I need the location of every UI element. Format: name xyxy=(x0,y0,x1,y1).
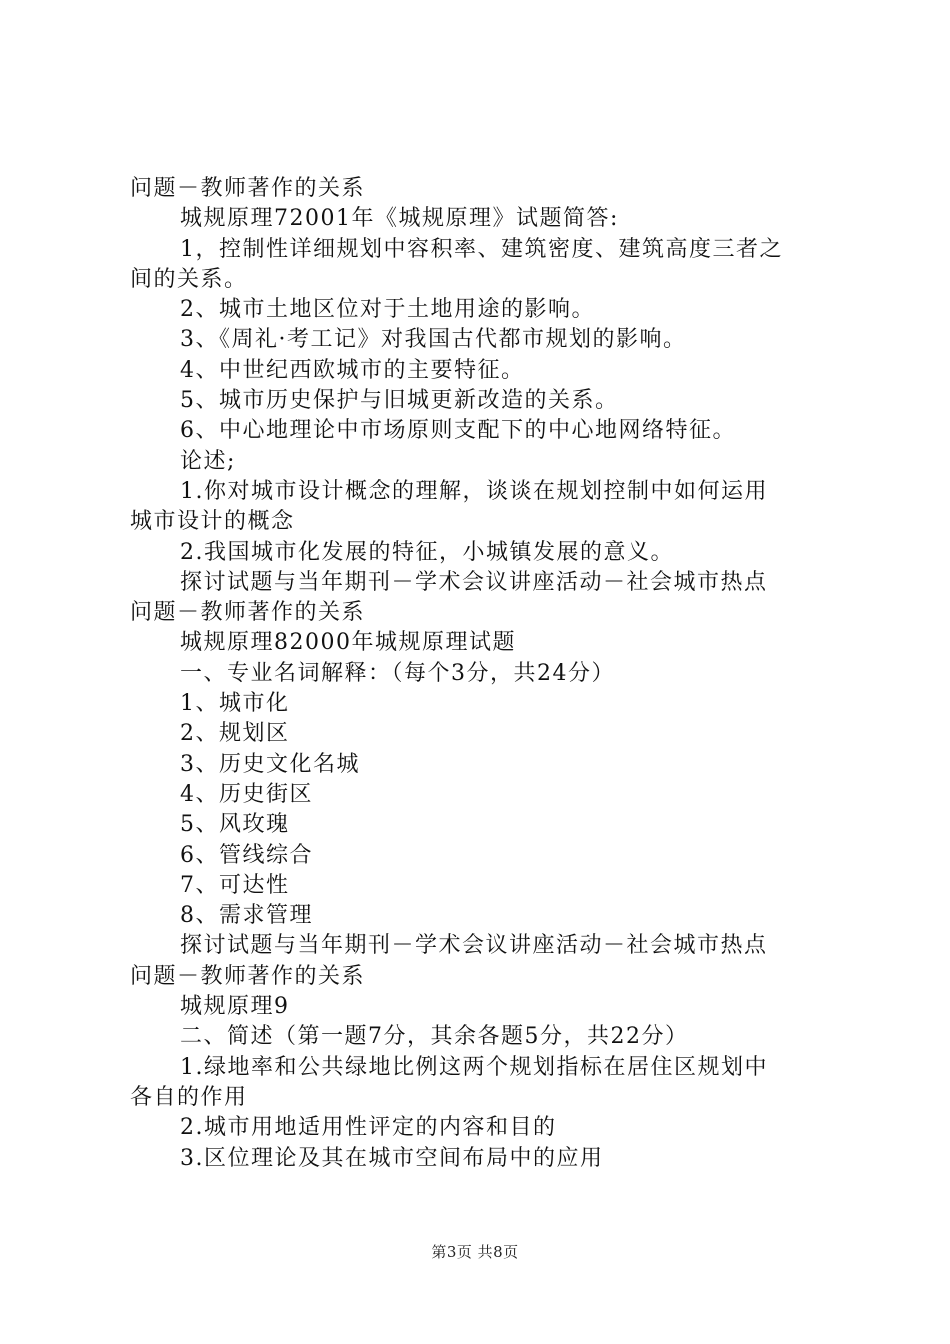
text-line: 问题－教师著作的关系 xyxy=(130,176,366,201)
text-line: 一、专业名词解释：（每个3分，共24分） xyxy=(180,660,615,686)
text-line: 1.你对城市设计概念的理解，谈谈在规划控制中如何运用 xyxy=(180,478,768,504)
document-body xyxy=(130,174,830,1174)
text-line: 1，控制性详细规划中容积率、建筑密度、建筑高度三者之 xyxy=(180,236,783,262)
page-footer xyxy=(0,1241,950,1262)
text-line: 5、风玫瑰 xyxy=(180,812,290,838)
text-line: 问题－教师著作的关系 xyxy=(130,963,366,989)
text-line: 1、城市化 xyxy=(180,691,290,717)
text-line: 8、需求管理 xyxy=(180,903,313,929)
text-line: 二、简述（第一题7分，其余各题5分，共22分） xyxy=(180,1024,689,1050)
text-line: 2、城市土地区位对于土地用途的影响。 xyxy=(180,297,595,323)
text-line: 6、中心地理论中市场原则支配下的中心地网络特征。 xyxy=(180,418,736,444)
text-line: 6、管线综合 xyxy=(180,842,313,868)
text-line: 城规原理72001年《城规原理》试题简答: xyxy=(180,206,619,232)
text-line: 1.绿地率和公共绿地比例这两个规划指标在居住区规划中 xyxy=(180,1054,768,1080)
text-line: 论述; xyxy=(180,448,236,474)
text-line: 间的关系。 xyxy=(130,266,248,292)
text-line: 探讨试题与当年期刊－学术会议讲座活动－社会城市热点 xyxy=(180,569,768,595)
text-line: 3.区位理论及其在城市空间布局中的应用 xyxy=(180,1145,604,1171)
text-line: 3、《周礼·考工记》对我国古代都市规划的影响。 xyxy=(180,327,687,353)
text-line: 4、历史街区 xyxy=(180,781,313,807)
text-line: 3、历史文化名城 xyxy=(180,751,360,777)
text-line: 5、城市历史保护与旧城更新改造的关系。 xyxy=(180,388,619,414)
text-line: 城规原理82000年城规原理试题 xyxy=(180,630,516,656)
text-line: 4、中世纪西欧城市的主要特征。 xyxy=(180,357,525,383)
text-line: 城规原理9 xyxy=(180,994,290,1020)
text-line: 2.我国城市化发展的特征，小城镇发展的意义。 xyxy=(180,539,674,565)
text-line: 城市设计的概念 xyxy=(130,509,295,535)
text-line: 问题－教师著作的关系 xyxy=(130,600,366,626)
text-line: 7、可达性 xyxy=(180,872,290,898)
text-line: 2、规划区 xyxy=(180,721,290,747)
text-line: 2.城市用地适用性评定的内容和目的 xyxy=(180,1115,557,1141)
text-line: 探讨试题与当年期刊－学术会议讲座活动－社会城市热点 xyxy=(180,933,768,959)
text-line: 各自的作用 xyxy=(130,1084,248,1110)
page-number-label: 第3页 共8页 xyxy=(431,1243,519,1261)
